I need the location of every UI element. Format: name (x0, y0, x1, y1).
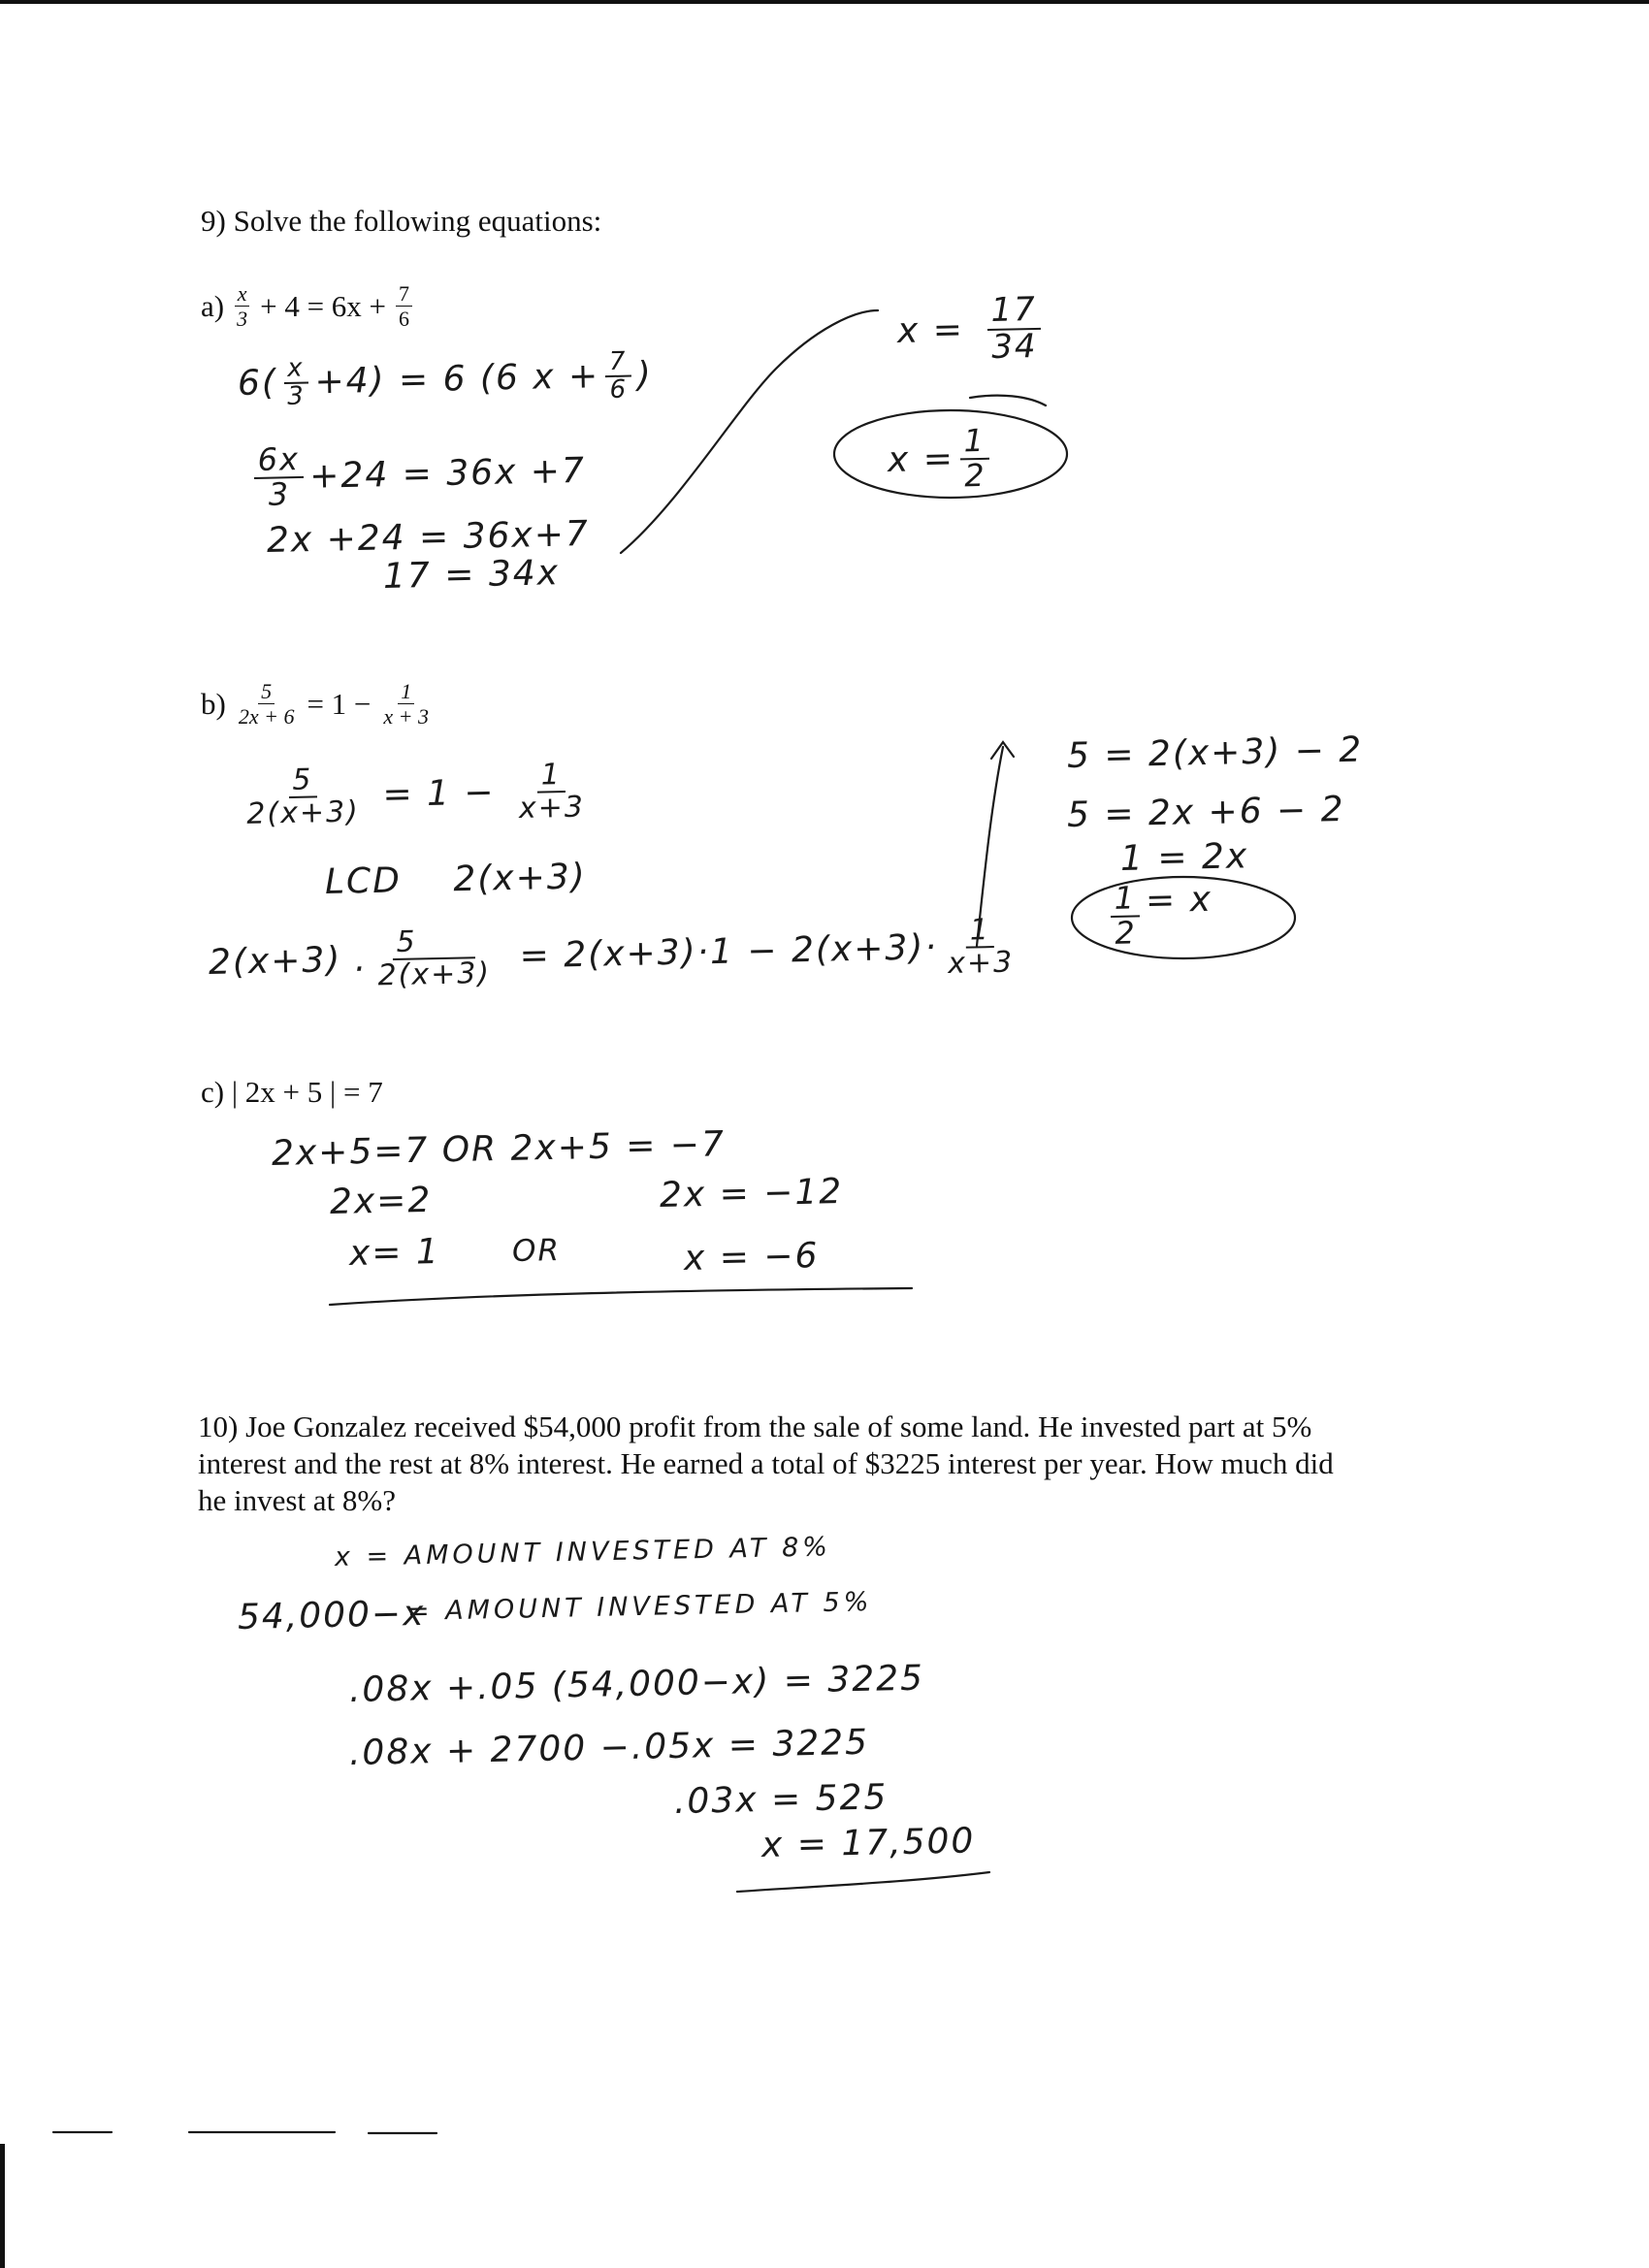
work-text: = 2(x+3)·1 − 2(x+3)· (519, 926, 939, 976)
work-text: 2(x+3) . (208, 939, 369, 983)
numerator: 5 (258, 679, 275, 704)
work-text: +24 = 36x +7 (308, 450, 587, 497)
problem-10-definition-2-left: 54,000−x (237, 1593, 426, 1637)
part-a-work-line-3: 2x +24 = 36x+7 (266, 514, 591, 561)
denominator: 2 (1114, 914, 1138, 952)
part-c-equation: c) | 2x + 5 | = 7 (201, 1075, 383, 1109)
denominator: 2x + 6 (238, 704, 295, 729)
part-a-work-line-4: 17 = 34x (382, 553, 561, 597)
problem-10-work-line-1: .08x +.05 (54,000−x) = 3225 (348, 1658, 925, 1710)
denominator: x+3 (947, 945, 1015, 981)
part-a-answer-circle (834, 410, 1067, 498)
problem-10-text-line-1: 10) Joe Gonzalez received $54,000 profit from the sale of some land. He invested part at 5% (198, 1409, 1312, 1443)
problem-10-definition-2-right: = AMOUNT INVESTED AT 5% (406, 1586, 873, 1627)
part-c-work-line-3-right: x = −6 (683, 1236, 820, 1279)
problem-10-definition-1: x = AMOUNT INVESTED AT 8% (334, 1532, 832, 1572)
numerator: x (235, 281, 250, 307)
denominator: 2 (963, 456, 987, 494)
part-c-work-line-2-left: 2x=2 (329, 1180, 433, 1222)
problem-10-underline (737, 1872, 989, 1892)
problem-9-heading: 9) Solve the following equations: (201, 204, 602, 238)
numerator: 1 (536, 760, 566, 793)
work-text: ) (636, 355, 654, 396)
problem-10-work-line-4: x = 17,500 (760, 1821, 976, 1865)
part-a-connector-curve (621, 310, 878, 553)
part-b-label: b) (201, 687, 226, 722)
denominator: 34 (990, 326, 1038, 367)
part-c-or: OR (511, 1232, 562, 1269)
numerator: 7 (605, 349, 631, 378)
denominator: 3 (268, 474, 291, 513)
lcd-label: LCD (324, 860, 403, 902)
part-a-equation-middle: + 4 = 6x + (260, 289, 387, 324)
numerator: 17 (986, 293, 1041, 331)
denominator: 6 (399, 307, 410, 332)
denominator: x+3 (518, 790, 586, 826)
problem-10-text-line-2: interest and the rest at 8% interest. He earned a total of $3225 interest per year. How much did (198, 1446, 1334, 1480)
answer-text: = x (1145, 879, 1213, 921)
part-b-right-line-1: 5 = 2(x+3) − 2 (1066, 729, 1364, 776)
answer-text: x = (887, 438, 955, 480)
work-text: = 1 − (382, 772, 496, 815)
numerator: 5 (288, 764, 317, 797)
numerator: 1 (398, 679, 414, 704)
part-c-work-line-3-left: x= 1 (348, 1232, 441, 1274)
numerator: 1 (1110, 882, 1140, 917)
numerator: x (283, 355, 308, 384)
part-b-answer-circle (1072, 877, 1295, 958)
denominator: 2(x+3) (245, 794, 361, 831)
work-text: x = (896, 309, 965, 351)
part-c-underline (330, 1288, 912, 1305)
numerator: 7 (396, 281, 412, 307)
part-b-right-line-2: 5 = 2x +6 − 2 (1066, 790, 1345, 835)
work-text: 6( (237, 363, 278, 405)
part-c-work-line-2-right: 2x = −12 (659, 1172, 844, 1215)
denominator: 6 (609, 374, 629, 405)
numerator: 1 (959, 425, 989, 460)
denominator: x + 3 (383, 704, 430, 729)
part-c-work-line-1: 2x+5=7 OR 2x+5 = −7 (271, 1124, 727, 1174)
part-b-right-line-3: 1 = 2x (1119, 836, 1249, 879)
denominator: 3 (237, 307, 248, 332)
part-b-arrow-line (977, 747, 1003, 946)
problem-10-work-line-3: .03x = 525 (673, 1777, 889, 1822)
part-b-equation-middle: = 1 − (307, 687, 372, 722)
problem-10-work-line-2: .08x + 2700 −.05x = 3225 (348, 1722, 870, 1773)
lcd-value: 2(x+3) (452, 857, 588, 900)
denominator: 2(x+3) (377, 956, 492, 992)
problem-10-text-line-3: he invest at 8%? (198, 1483, 397, 1517)
part-a-side-underline (970, 396, 1046, 405)
work-text: +4) = 6 (6 x + (314, 356, 600, 403)
denominator: 3 (286, 381, 307, 412)
numerator: 5 (392, 925, 475, 959)
numerator: 1 (966, 915, 995, 948)
part-a-label: a) (201, 289, 225, 324)
numerator: 6x (253, 443, 304, 479)
